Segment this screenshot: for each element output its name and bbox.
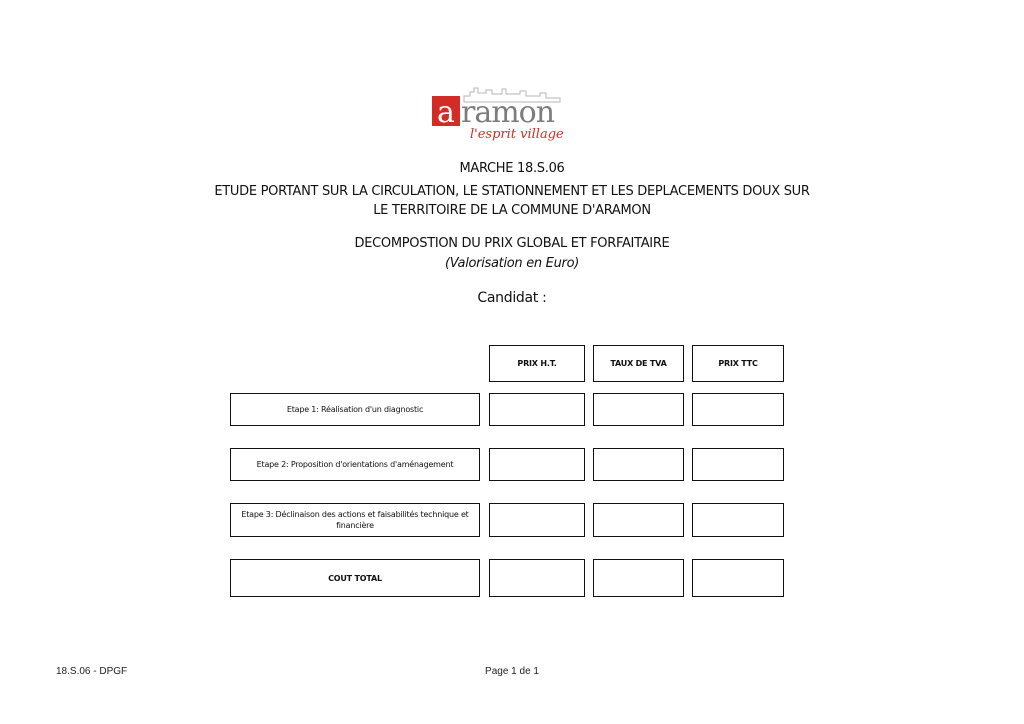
cell-etape-2-taux-tva[interactable]	[593, 448, 684, 481]
row-label-etape-3: Etape 3: Déclinaison des actions et faisabilités technique et financière	[230, 503, 480, 537]
etude-title-line1: ETUDE PORTANT SUR LA CIRCULATION, LE STATIONNEMENT ET LES DEPLACEMENTS DOUX SUR	[214, 184, 810, 199]
cell-etape-1-prix-ht[interactable]	[489, 393, 585, 426]
svg-text:ramon: ramon	[461, 95, 555, 130]
cell-total-taux-tva[interactable]	[593, 559, 684, 597]
aramon-logo	[430, 84, 594, 142]
cell-total-prix-ttc[interactable]	[692, 559, 784, 597]
cell-etape-3-taux-tva[interactable]	[593, 503, 684, 537]
svg-text:l'esprit village: l'esprit village	[470, 127, 564, 142]
footer-reference: 18.S.06 - DPGF	[56, 666, 128, 677]
row-label-etape-2: Etape 2: Proposition d'orientations d'aménagement	[230, 448, 480, 481]
cell-etape-2-prix-ttc[interactable]	[692, 448, 784, 481]
decomposition-title: DECOMPOSTION DU PRIX GLOBAL ET FORFAITAIRE	[354, 236, 670, 251]
etude-title	[0, 182, 1024, 220]
row-label-cout-total: COUT TOTAL	[230, 559, 480, 597]
cell-etape-3-prix-ht[interactable]	[489, 503, 585, 537]
row-label-etape-1: Etape 1: Réalisation d'un diagnostic	[230, 393, 480, 426]
candidat-label: Candidat :	[477, 290, 547, 306]
column-header-prix-ttc: PRIX TTC	[692, 345, 784, 382]
marche-title: MARCHE 18.S.06	[459, 161, 565, 176]
valorisation-subtitle: (Valorisation en Euro)	[445, 256, 579, 271]
column-header-prix-ht: PRIX H.T.	[489, 345, 585, 382]
cell-etape-2-prix-ht[interactable]	[489, 448, 585, 481]
cell-etape-3-prix-ttc[interactable]	[692, 503, 784, 537]
aramon-logo-graphic	[430, 84, 594, 142]
cell-etape-1-prix-ttc[interactable]	[692, 393, 784, 426]
footer-page-number: Page 1 de 1	[485, 666, 539, 677]
etude-title-line2: LE TERRITOIRE DE LA COMMUNE D'ARAMON	[373, 203, 651, 218]
column-header-taux-tva: TAUX DE TVA	[593, 345, 684, 382]
svg-text:a: a	[437, 95, 455, 130]
cell-total-prix-ht[interactable]	[489, 559, 585, 597]
cell-etape-1-taux-tva[interactable]	[593, 393, 684, 426]
